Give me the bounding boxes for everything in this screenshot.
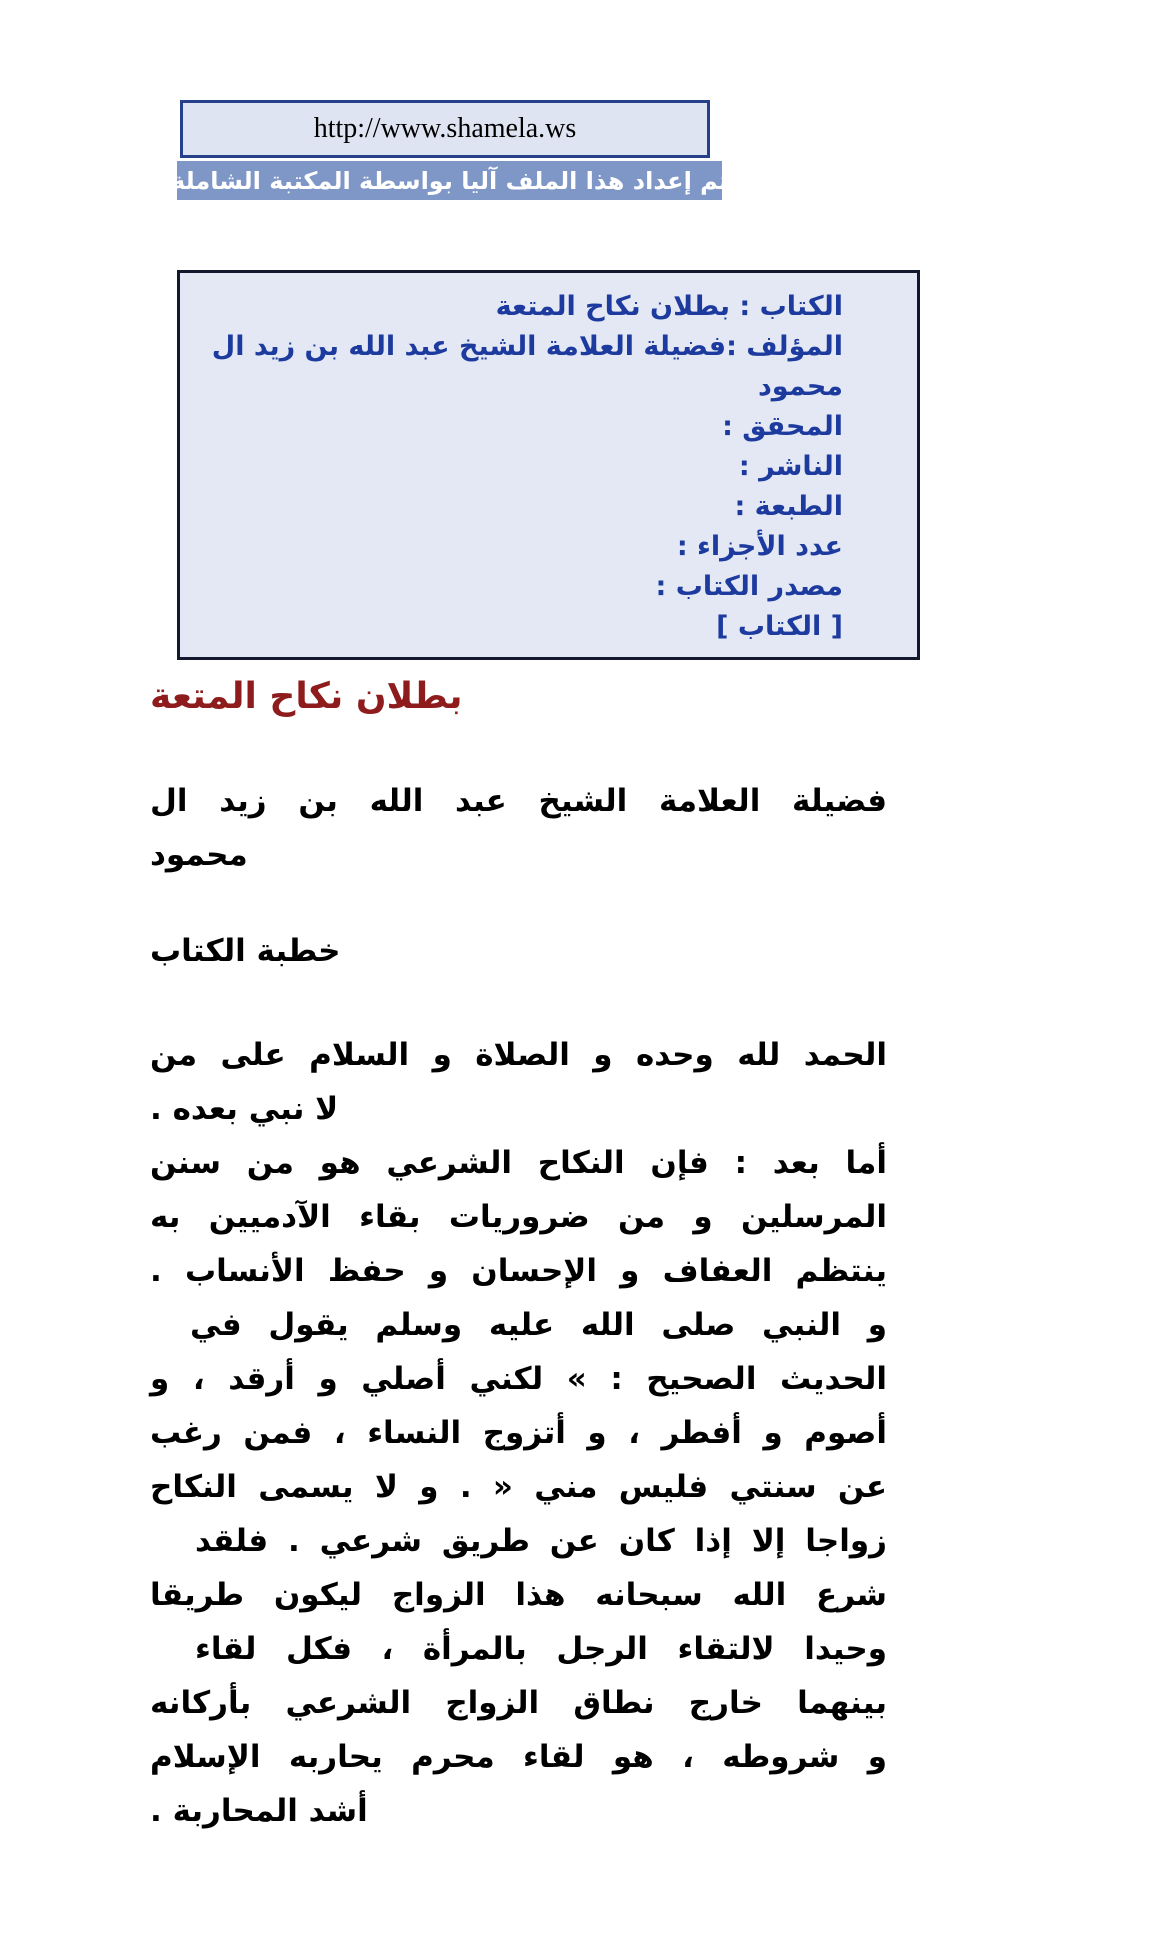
shamela-url: http://www.shamela.ws: [313, 113, 577, 144]
author-line: محمود: [150, 837, 248, 873]
body-line: الحديث الصحيح : » لكني أصلي و أرقد ، و: [150, 1361, 887, 1397]
body-line: عن سنتي فليس مني « . و لا يسمى النكاح: [150, 1469, 887, 1505]
book-info-line: المؤلف :فضيلة العلامة الشيخ عبد الله بن زيد ال: [211, 331, 843, 362]
book-info-line: [ الكتاب ]: [716, 611, 843, 642]
body-line: المرسلين و من ضروريات بقاء الآدميين به: [150, 1199, 887, 1235]
body-line: و شروطه ، هو لقاء محرم يحاربه الإسلام: [150, 1739, 887, 1775]
book-info-line: محمود: [757, 371, 843, 402]
book-info-line: عدد الأجزاء :: [676, 531, 843, 562]
book-info-box: [177, 270, 920, 660]
body-line: ينتظم العفاف و الإحسان و حفظ الأنساب .: [150, 1253, 887, 1289]
content-area: [150, 672, 887, 1838]
body-line: زواجا إلا إذا كان عن طريق شرعي . فلقد: [195, 1523, 887, 1559]
body-line: شرع الله سبحانه هذا الزواج ليكون طريقا: [150, 1577, 887, 1613]
body-line: لا نبي بعده .: [150, 1091, 339, 1127]
body-line: بينهما خارج نطاق الزواج الشرعي بأركانه: [150, 1685, 887, 1721]
body-line: أما بعد : فإن النكاح الشرعي هو من سنن: [150, 1145, 887, 1181]
author-name-block: [150, 774, 887, 882]
body-line: وحيدا لالتقاء الرجل بالمرأة ، فكل لقاء: [195, 1631, 887, 1667]
book-info-line: الطبعة :: [734, 491, 843, 522]
book-info-line: الناشر :: [738, 451, 843, 482]
book-info-line: المحقق :: [722, 411, 843, 442]
section-heading-khutba: خطبة الكتاب: [150, 933, 341, 969]
document-page: [0, 100, 1170, 1838]
body-line: أصوم و أفطر ، و أتزوج النساء ، فمن رغب: [150, 1415, 887, 1451]
body-line: أشد المحاربة .: [150, 1793, 368, 1829]
body-line: الحمد لله وحده و الصلاة و السلام على من: [150, 1037, 887, 1073]
book-title-heading: بطلان نكاح المتعة: [150, 676, 463, 717]
generation-notice-text: تم إعداد هذا الملف آليا بواسطة المكتبة الشاملة: [171, 166, 728, 195]
book-info-line: مصدر الكتاب :: [655, 571, 843, 602]
url-banner-box: [180, 100, 710, 158]
body-line: و النبي صلى الله عليه وسلم يقول في: [190, 1307, 887, 1343]
generation-notice-bar: [171, 161, 728, 200]
book-info-line: الكتاب : بطلان نكاح المتعة: [495, 291, 843, 322]
body-text-block: [150, 1028, 887, 1838]
author-line: فضيلة العلامة الشيخ عبد الله بن زيد ال: [150, 783, 887, 819]
